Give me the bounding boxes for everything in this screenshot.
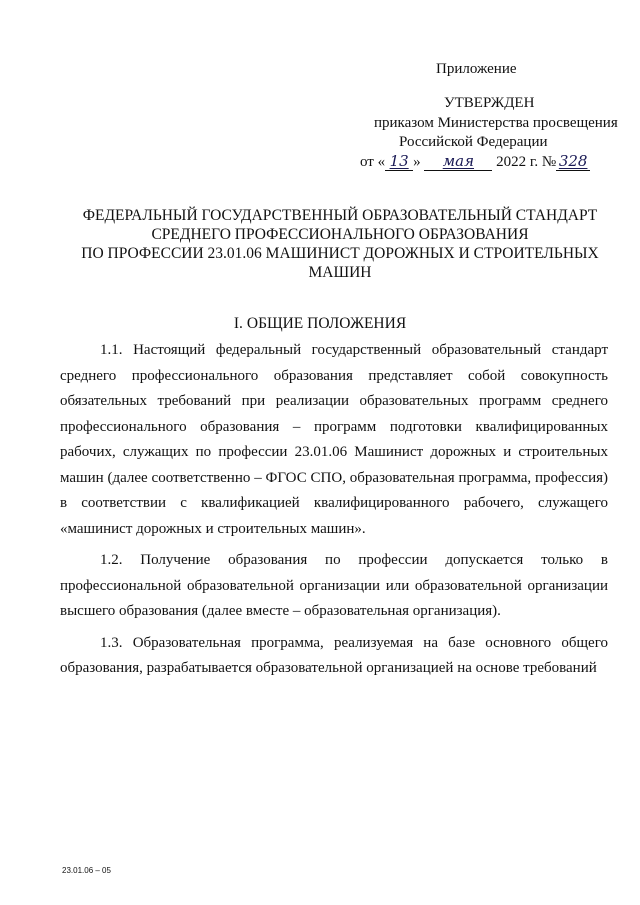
paragraph-1-3: 1.3. Образовательная программа, реализуемая на базе основного общего образования, разрабатывается образовательной организацией на основе требований [60,634,608,676]
section-title: ОБЩИЕ ПОЛОЖЕНИЯ [246,315,407,332]
title-line-1: ФЕДЕРАЛЬНЫЙ ГОСУДАРСТВЕННЫЙ ОБРАЗОВАТЕЛЬНЫЙ СТАНДАРТ [82,207,598,224]
title-line-3: ПО ПРОФЕССИИ 23.01.06 МАШИНИСТ ДОРОЖНЫХ И СТРОИТЕЛЬНЫХ [81,245,599,262]
section-number: I. [233,315,243,332]
document-title [60,206,620,282]
date-month-field [424,154,492,171]
approved-label: УТВЕРЖДЕН [444,95,535,111]
date-month: мая [442,152,475,170]
paragraph-1-1: 1.1. Настоящий федеральный государственный образовательный стандарт среднего профессионального образования представляет собой совокупность обязательных требований при реализации образовательных программ среднего профессионального образования – программ подготовки квалифицированных рабочих, служащих по профессии 23.01.06 Машинист дорожных и строительных машин (далее соответственно – ФГОС СПО, образовательная программа, профессия) в соответствии с квалификацией квалифицированного рабочего, служащего «машинист дорожных и строительных машин». [60,342,608,537]
federation-line: Российской Федерации [399,134,548,150]
footer-document-code: 23.01.06 – 05 [62,866,111,875]
title-line-4: МАШИН [308,264,372,281]
paragraph-1-2: 1.2. Получение образования по профессии допускается только в профессиональной образовательной организации или образовательной организации высшего образования (далее вместе – образовательная организация). [60,552,608,619]
order-number-field [556,154,590,171]
date-day: 13 [389,152,409,170]
order-number: 328 [558,152,588,170]
annex-label: Приложение [436,61,517,77]
date-day-field [385,154,413,171]
date-year: 2022 г. № [496,154,557,170]
section-heading [0,315,640,333]
document-body [60,338,608,688]
order-date-line [360,153,590,172]
date-prefix: от « [360,154,386,170]
order-line: приказом Министерства просвещения [374,115,618,131]
title-line-2: СРЕДНЕГО ПРОФЕССИОНАЛЬНОГО ОБРАЗОВАНИЯ [151,226,529,243]
date-close-quote: » [413,154,421,170]
